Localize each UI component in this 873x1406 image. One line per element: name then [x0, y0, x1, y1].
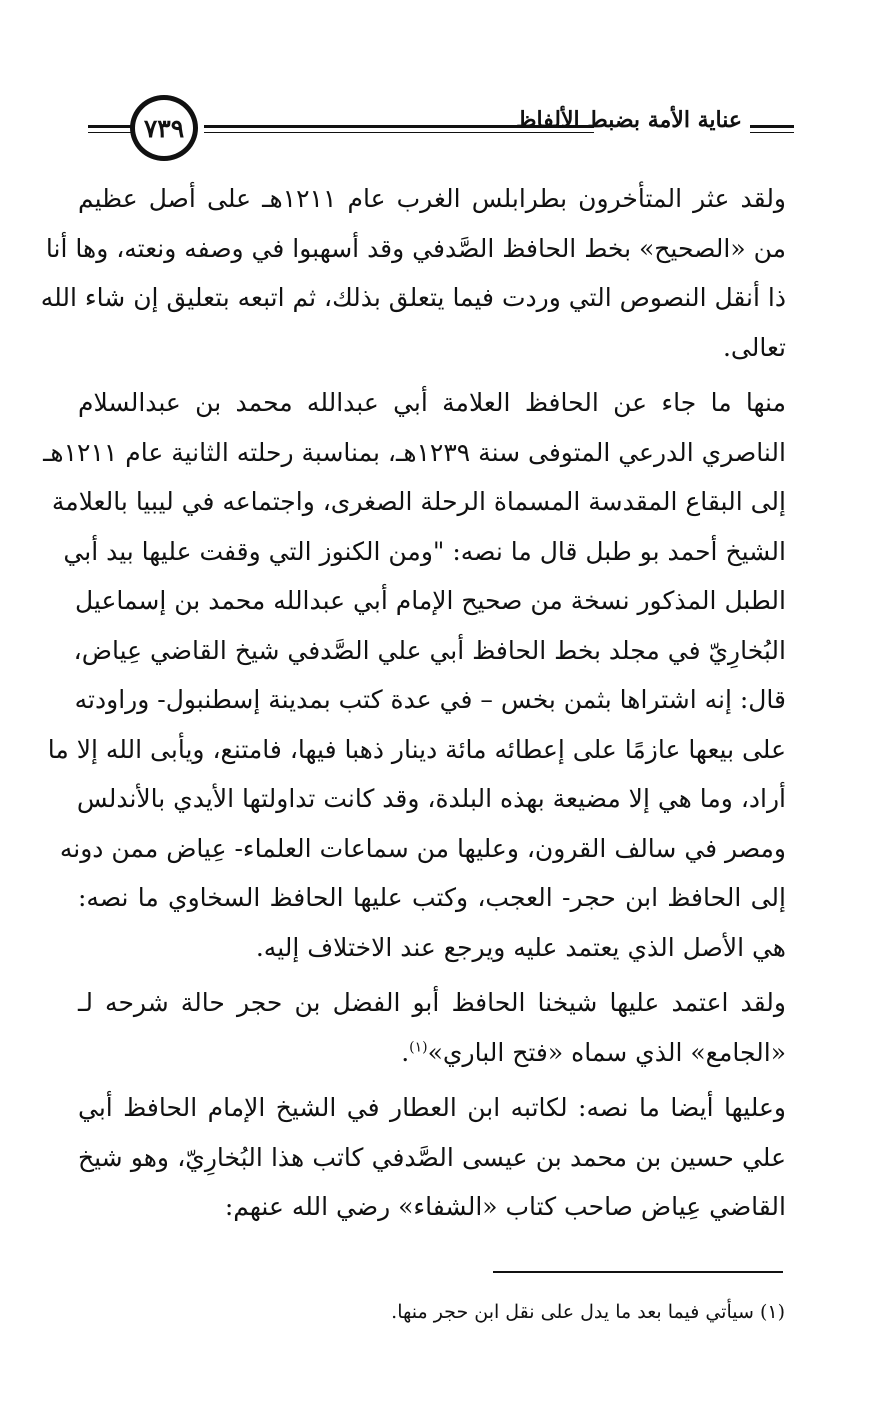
header-rule-left [88, 125, 132, 133]
body-line: البُخارِيّ في مجلد بخط الحافظ أبي علي الصَّدفي شيخ القاضي عِياض، [73, 635, 786, 665]
body-line: أراد، وما هي إلا مضيعة بهذه البلدة، وقد كانت تداولتها الأيدي بالأندلس [76, 784, 786, 813]
body-line: من «الصحيح» بخط الحافظ الصَّدفي وقد أسهبوا في وصفه ونعته، وها أنا [45, 233, 786, 263]
footnote-reference: (١) [409, 1039, 428, 1056]
body-line: منها ما جاء عن الحافظ العلامة أبي عبدالله محمد بن عبدالسلام [78, 388, 786, 417]
body-line: ذا أنقل النصوص التي وردت فيما يتعلق بذلك، ثم اتبعه بتعليق إن شاء الله [40, 283, 786, 312]
body-line: تعالى. [722, 332, 786, 362]
body-line-with-footnote [78, 1028, 786, 1078]
header-rule-right [750, 125, 794, 133]
body-line: هي الأصل الذي يعتمد عليه ويرجع عند الاختلاف إليه. [255, 932, 786, 962]
body-line: ومصر في سالف القرون، وعليها من سماعات العلماء- عِياض ممن دونه [59, 833, 786, 863]
body-line: علي حسين بن محمد بن عيسى الصَّدفي كاتب هذا البُخارِيّ، وهو شيخ [78, 1142, 786, 1172]
body-line: القاضي عِياض صاحب كتاب «الشفاء» رضي الله عنهم: [224, 1192, 786, 1221]
footnote: (١) سيأتي فيما بعد ما يدل على نقل ابن حجر منها. [391, 1301, 785, 1323]
body-line: إلى الحافظ ابن حجر- العجب، وكتب عليها الحافظ السخاوي ما نصه: [78, 883, 786, 912]
page-header [80, 95, 780, 165]
body-line: الشيخ أحمد بو طبل قال ما نصه: "ومن الكنوز التي وقفت عليها بيد أبي [63, 536, 786, 566]
body-line: قال: إنه اشتراها بثمن بخس – في عدة كتب بمدينة إسطنبول- وراودته [74, 685, 786, 714]
body-line-text: «الجامع» الذي سماه «فتح الباري» [427, 1037, 786, 1067]
body-line: وعليها أيضا ما نصه: لكاتبه ابن العطار في الشيخ الإمام الحافظ أبي [78, 1093, 786, 1122]
body-line: الناصري الدرعي المتوفى سنة ١٢٣٩هـ، بمناسبة رحلته الثانية عام ١٢١١هـ [43, 437, 786, 467]
footnote-separator [493, 1271, 783, 1273]
running-title: عناية الأمة بضبط الألفاظ [516, 107, 742, 133]
body-line: ولقد عثر المتأخرون بطرابلس الغرب عام ١٢١١هـ على أصل عظيم [78, 184, 787, 213]
page-number-badge [130, 95, 198, 161]
page-number: ٧٣٩ [143, 113, 185, 143]
body-line: الطبل المذكور نسخة من صحيح الإمام أبي عبدالله محمد بن إسماعيل [74, 586, 786, 615]
body-text [40, 174, 787, 1232]
body-line: ولقد اعتمد عليها شيخنا الحافظ أبو الفضل بن حجر حالة شرحه لـ [78, 988, 786, 1017]
body-line: على بيعها عازمًا على إعطائه مائة دينار ذهبا فيها، فامتنع، ويأبى الله إلا ما [47, 734, 786, 764]
body-line: إلى البقاع المقدسة المسماة الرحلة الصغرى، واجتماعه في ليبيا بالعلامة [51, 487, 786, 516]
line-end-punctuation: . [401, 1037, 410, 1067]
